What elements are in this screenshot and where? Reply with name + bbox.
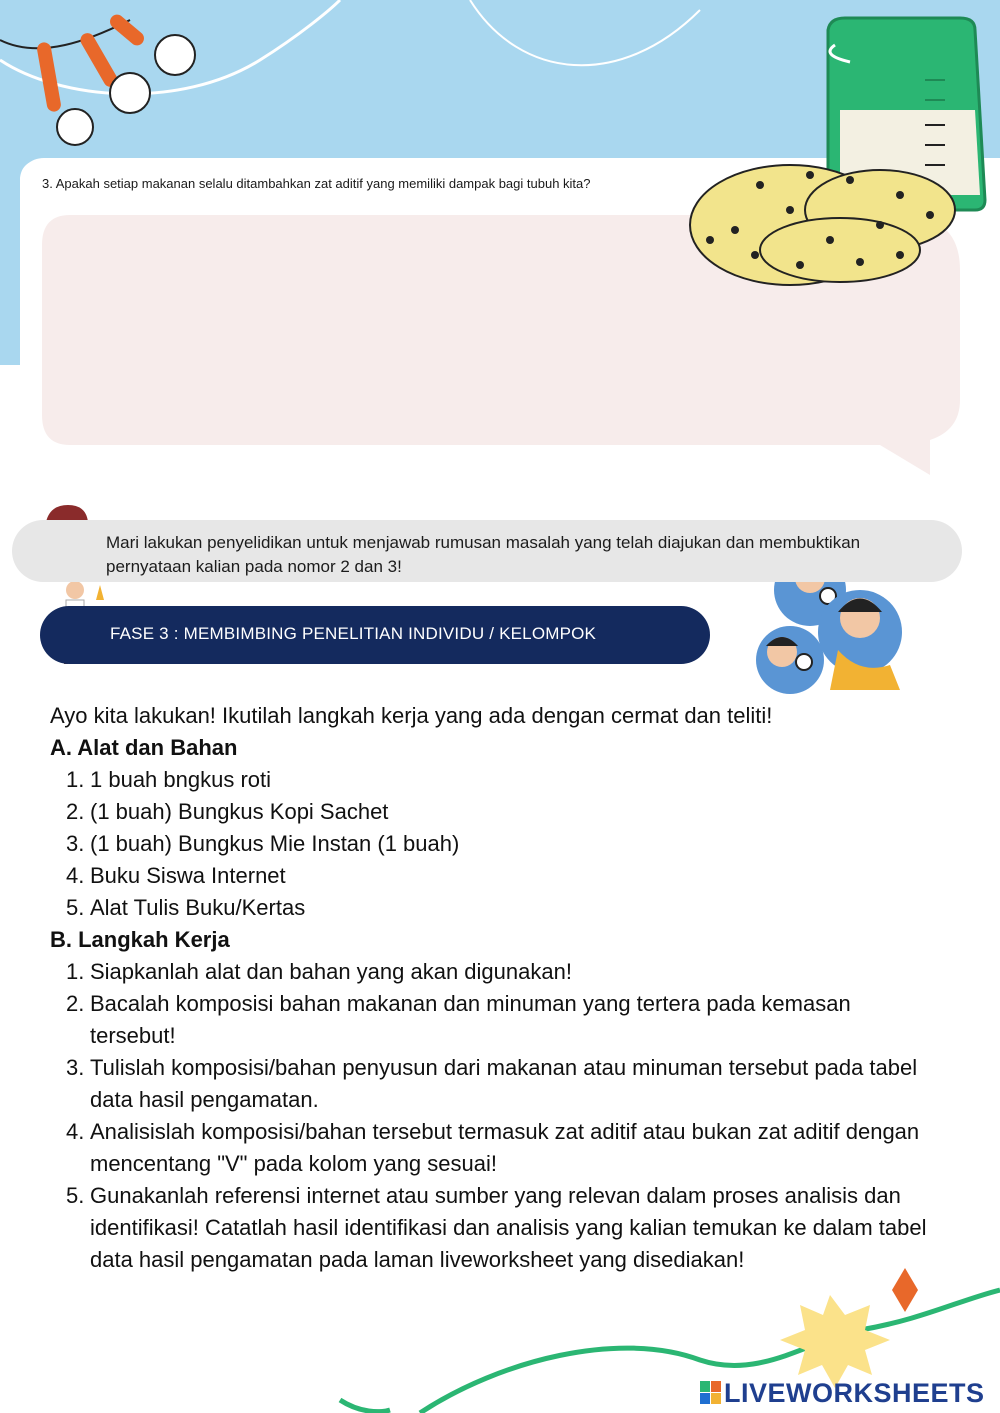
list-item: 3. Tulislah komposisi/bahan penyusun dari makanan atau minuman tersebut pada tabel data hasil pengamatan. <box>66 1055 918 1112</box>
intro-text: Ayo kita lakukan! Ikutilah langkah kerja yang ada dengan cermat dan teliti! <box>50 703 773 728</box>
list-item: 5. Gunakanlah referensi internet atau sumber yang relevan dalam proses analisis dan identifikasi! Catatlah hasil identifikasi dan analisis yang kalian temukan ke dalam tabel data hasil pengamatan pada laman liveworksheet yang disediakan! <box>66 1183 927 1272</box>
list-item: 3. (1 buah) Bungkus Mie Instan (1 buah) <box>66 831 460 856</box>
instruction-text: Mari lakukan penyelidikan untuk menjawab rumusan masalah yang telah diajukan dan membuktikan pernyataan kalian pada nomor 2 dan 3! <box>106 533 861 576</box>
section-b-heading: B. Langkah Kerja <box>50 927 230 952</box>
question-text: 3. Apakah setiap makanan selalu ditambahkan zat aditif yang memiliki dampak bagi tubuh kita? <box>42 176 591 191</box>
list-item: 4. Analisislah komposisi/bahan tersebut termasuk zat aditif atau bukan zat aditif dengan mencentang "V" pada kolom yang sesuai! <box>66 1119 920 1176</box>
list-item: 4. Buku Siswa Internet <box>66 863 286 888</box>
liveworksheets-logo-icon <box>700 1381 722 1405</box>
section-a-heading: A. Alat dan Bahan <box>50 735 238 760</box>
list-item: 1. 1 buah bngkus roti <box>66 767 272 792</box>
list-item: 5. Alat Tulis Buku/Kertas <box>66 895 306 920</box>
worksheet-content <box>50 700 940 1276</box>
steps-list <box>50 956 940 1276</box>
liveworksheets-logo-text[interactable]: LIVEWORKSHEETS <box>724 1378 985 1408</box>
list-item: 1. Siapkanlah alat dan bahan yang akan digunakan! <box>66 959 572 984</box>
list-item: 2. (1 buah) Bungkus Kopi Sachet <box>66 799 389 824</box>
materials-list <box>50 764 940 924</box>
phase-title: FASE 3 : MEMBIMBING PENELITIAN INDIVIDU / KELOMPOK <box>110 624 597 643</box>
list-item: 2. Bacalah komposisi bahan makanan dan minuman yang tertera pada kemasan tersebut! <box>66 991 851 1048</box>
